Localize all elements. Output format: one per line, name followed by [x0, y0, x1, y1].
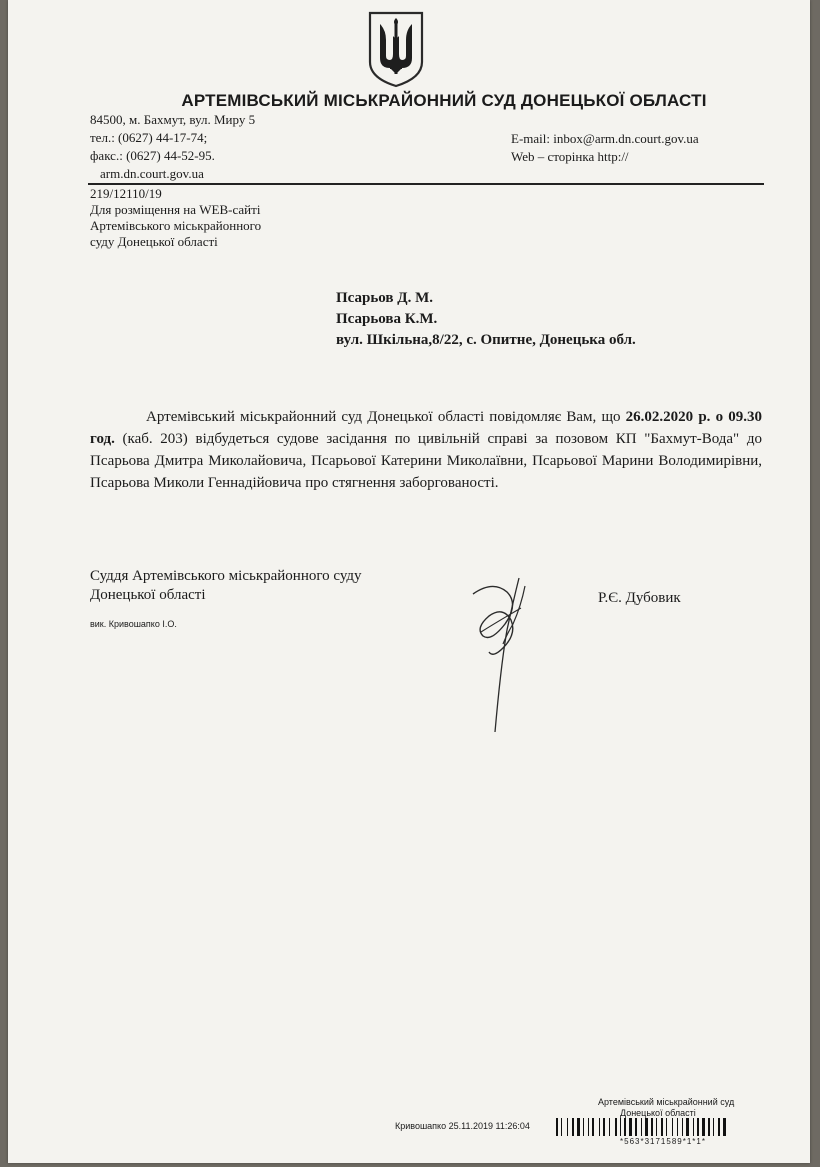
notice-text-part-2: (каб. 203) відбудеться судове засідання по цивільній справі за позовом КП "Бахмут-Вода" до Псарьова Дмитра Миколайовича, Псарьової Катерини Миколаївни, Псарьової Марини Володимирівни, Псарьова Миколи Геннадійовича про стягнення заборгованості.: [90, 431, 762, 491]
recipient-name-2: Псарьова К.М.: [336, 311, 438, 327]
footer-meta: Кривошапко 25.11.2019 11:26:04: [395, 1121, 530, 1131]
barcode-icon: [556, 1118, 798, 1138]
court-fax: факс.: (0627) 44-52-95.: [90, 148, 215, 163]
hearing-time: о 09.30 год.: [90, 409, 763, 447]
executor-name: вик. Кривошапко І.О.: [90, 619, 177, 629]
court-title: АРТЕМІВСЬКИЙ МІСЬКРАЙОННИЙ СУД ДОНЕЦЬКОЇ ОБЛАСТІ: [181, 91, 707, 110]
judge-name: Р.Є. Дубовик: [598, 590, 681, 606]
reference-line-3: суду Донецької області: [90, 234, 218, 249]
court-address: 84500, м. Бахмут, вул. Миру 5: [90, 112, 256, 127]
document-page: [8, 0, 810, 1163]
signer-title-line-2: Донецької області: [90, 587, 206, 603]
header-divider: [88, 183, 764, 185]
notice-body: [90, 406, 762, 494]
court-web: Web – сторінка http://: [511, 149, 629, 164]
case-number: 219/12110/19: [90, 186, 162, 201]
signer-title-line-1: Суддя Артемівського міськрайонного суду: [90, 568, 362, 584]
reference-line-2: Артемівського міськрайонного: [90, 218, 262, 233]
footer-stamp-line-1: Артемівський міськрайонний суд: [598, 1097, 735, 1107]
court-phone: тел.: (0627) 44-17-74;: [90, 130, 208, 145]
footer-stamp-line-2: Донецької області: [620, 1108, 696, 1118]
recipient-name-1: Псарьов Д. М.: [336, 290, 433, 306]
reference-line-1: Для розміщення на WEB-сайті: [90, 202, 261, 217]
recipient-address: вул. Шкільна,8/22, с. Опитне, Донецька обл.: [336, 332, 636, 348]
notice-text-part-1: Артемівський міськрайонний суд Донецької області повідомляє Вам, що: [146, 409, 626, 425]
hearing-date: 26.02.2020 р.: [625, 409, 711, 425]
court-email: E-mail: inbox@arm.dn.court.gov.ua: [511, 131, 699, 146]
coat-of-arms-icon: [366, 10, 426, 88]
court-site: arm.dn.court.gov.ua: [100, 166, 204, 181]
barcode-text: *563*3171589*1*1*: [620, 1137, 706, 1146]
handwritten-signature: [463, 572, 543, 734]
